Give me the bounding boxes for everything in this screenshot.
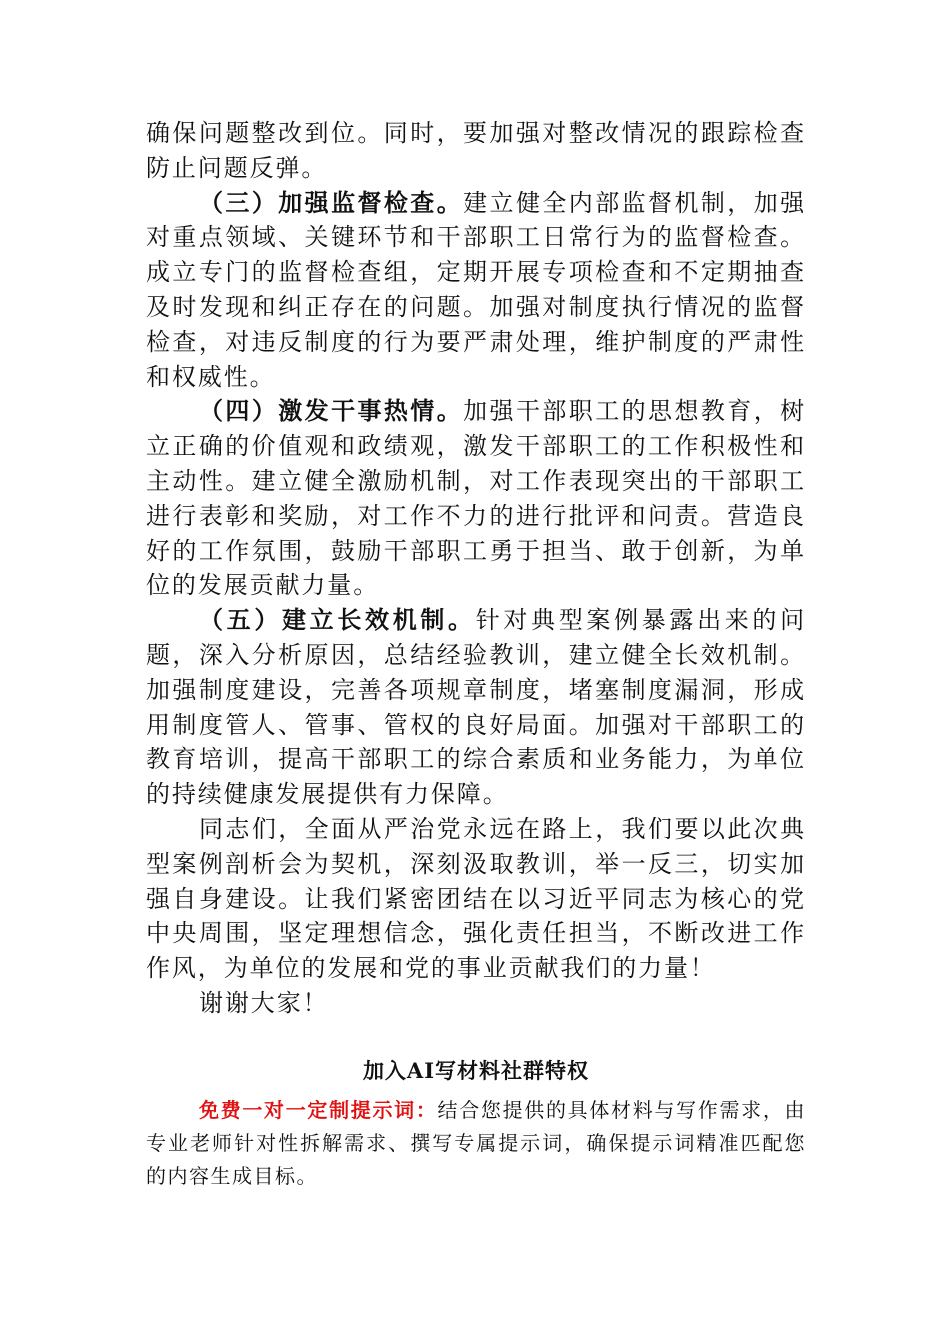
- promo-label: 免费一对一定制提示词：: [199, 1098, 438, 1122]
- paragraph-section-5: [146, 603, 806, 812]
- paragraph-thanks: [146, 986, 806, 1021]
- document-body: [146, 116, 806, 1021]
- paragraph-text: 针对典型案例暴露出来的问题，深入分析原因，总结经验教训，建立健全长效机制。加强制度建设，完善各项规章制度，堵塞制度漏洞，形成用制度管人、管事、管权的良好局面。加强对干部职工的教育培训，提高干部职工的综合素质和业务能力，为单位的持续健康发展提供有力保障。: [146, 606, 806, 809]
- promo-section: [146, 1094, 806, 1193]
- paragraph-section-3: [146, 186, 806, 395]
- section-heading-5: （五）建立长效机制。: [199, 605, 476, 635]
- section-heading-4: （四）激发干事热情。: [199, 396, 464, 426]
- paragraph-closing: [146, 812, 806, 986]
- promo-paragraph: [146, 1094, 806, 1193]
- paragraph-text: 同志们，全面从严治党永远在路上，我们要以此次典型案例剖析会为契机，深刻汲取教训，举一反三，切实加强自身建设。让我们紧密团结在以习近平同志为核心的党中央周围，坚定理想信念，强化责任担当，不断改进工作作风，为单位的发展和党的事业贡献我们的力量！: [146, 814, 806, 983]
- promo-title: 加入AI写材料社群特权: [362, 1058, 590, 1083]
- paragraph-text: 谢谢大家！: [199, 988, 329, 1017]
- paragraph-text: 加强干部职工的思想教育，树立正确的价值观和政绩观，激发干部职工的工作积极性和主动性。建立健全激励机制，对工作表现突出的干部职工进行表彰和奖励，对工作不力的进行批评和问责。营造良好的工作氛围，鼓励干部职工勇于担当、敢于创新，为单位的发展贡献力量。: [146, 397, 807, 600]
- section-heading-3: （三）加强监督检查。: [199, 187, 464, 217]
- paragraph-continuation: [146, 116, 806, 186]
- paragraph-section-4: [146, 394, 806, 603]
- promo-description: 结合您提供的具体材料与写作需求，由专业老师针对性拆解需求、撰写专属提示词，确保提示词精准匹配您的内容生成目标。: [146, 1098, 807, 1188]
- paragraph-text: 确保问题整改到位。同时，要加强对整改情况的跟踪检查防止问题反弹。: [146, 119, 806, 182]
- paragraph-text: 建立健全内部监督机制，加强对重点领域、关键环节和干部职工日常行为的监督检查。成立专门的监督检查组，定期开展专项检查和不定期抽查及时发现和纠正存在的问题。加强对制度执行情况的监督检查，对违反制度的行为要严肃处理，维护制度的严肃性和权威性。: [146, 188, 807, 391]
